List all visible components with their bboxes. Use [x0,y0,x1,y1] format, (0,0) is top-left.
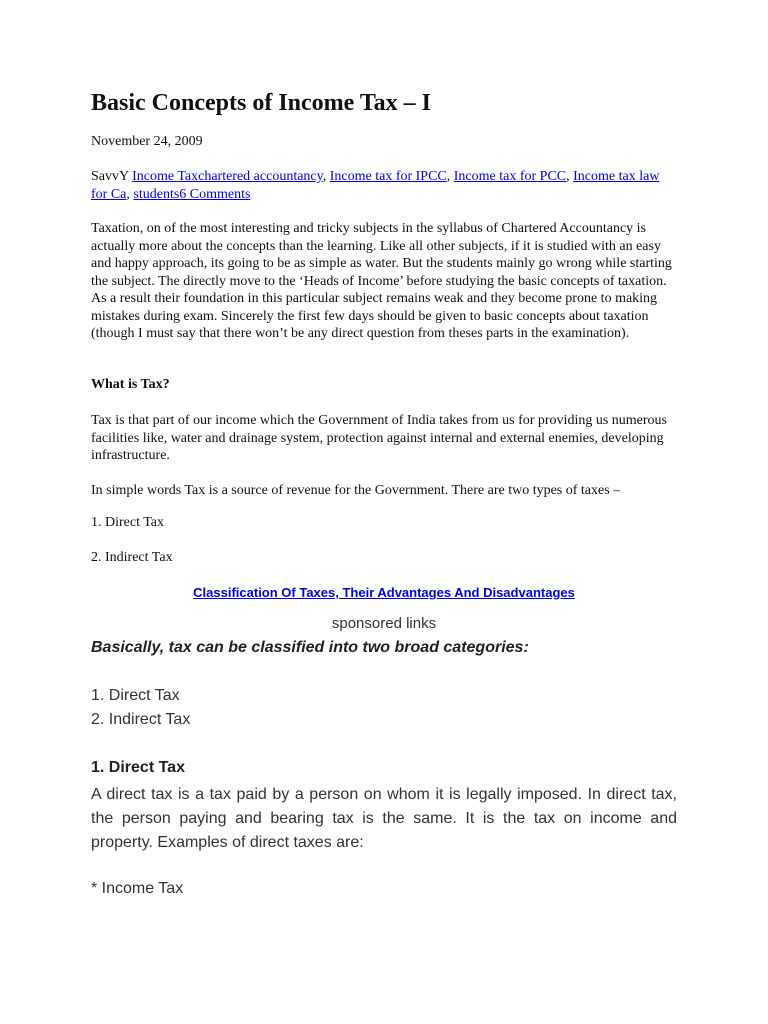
author-name: SavvY [91,169,129,184]
tag-separator: , [126,187,134,202]
tag-link-ipcc[interactable]: Income tax for IPCC [329,169,447,184]
tag-link-income-tax-law[interactable]: Income tax law for Ca [91,169,660,202]
classification-link-row [0,585,768,600]
tag-separator: , [322,169,330,184]
article-byline [91,168,671,204]
intro-paragraph: Taxation, on of the most interesting and tricky subjects in the syllabus of Chartered Accountancy is actually more about the concepts than the learning. Like all other subjects, if it is studied with an easy and happy approach, its going to be as simple as water. But the students mainly go wrong while starting the subject. The directly move to the ‘Heads of Income’ before studying the basic concepts of taxation. As a result their foundation in this particular subject remains weak and they become prone to making mistakes during exam. Sincerely the first few days should be given to basic concepts about taxation (though I must say that there won’t be any direct question from theses parts in the examination). [91,221,672,341]
sponsored-links-label: sponsored links [331,615,437,632]
tag-separator: , [566,169,574,184]
tax-definition-paragraph: Tax is that part of our income which the Government of India takes from us for providing us numerous facilities like, water and drainage system, protection against internal and external enemies, developing infrastructure. [91,413,667,463]
basically-heading: Basically, tax can be classified into two broad categories: [91,639,529,656]
comments-link[interactable]: students6 Comments [133,187,251,202]
simple-words-paragraph: In simple words Tax is a source of revenue for the Government. There are two types of taxes – [91,483,621,498]
category-item: 1. Direct Tax [91,687,180,704]
article-title: Basic Concepts of Income Tax – I [91,90,432,116]
tax-type-item: 2. Indirect Tax [91,550,173,565]
tag-link-income-tax-ca[interactable]: Income Taxchartered accountancy [132,169,323,184]
classification-of-taxes-link[interactable]: Classification Of Taxes, Their Advantages And Disadvantages [193,585,575,600]
direct-tax-paragraph: A direct tax is a tax paid by a person on whom it is legally imposed. In direct tax, the person paying and bearing tax is the same. It is the tax on income and property. Examples of direct taxes are: [91,786,677,851]
example-income-tax: * Income Tax [91,880,184,897]
article-date: November 24, 2009 [91,134,203,149]
what-is-tax-heading: What is Tax? [91,377,170,392]
tax-type-item: 1. Direct Tax [91,515,165,530]
tag-separator: , [446,169,454,184]
direct-tax-heading: 1. Direct Tax [91,759,185,776]
category-item: 2. Indirect Tax [91,711,191,728]
tag-link-pcc[interactable]: Income tax for PCC [453,169,567,184]
